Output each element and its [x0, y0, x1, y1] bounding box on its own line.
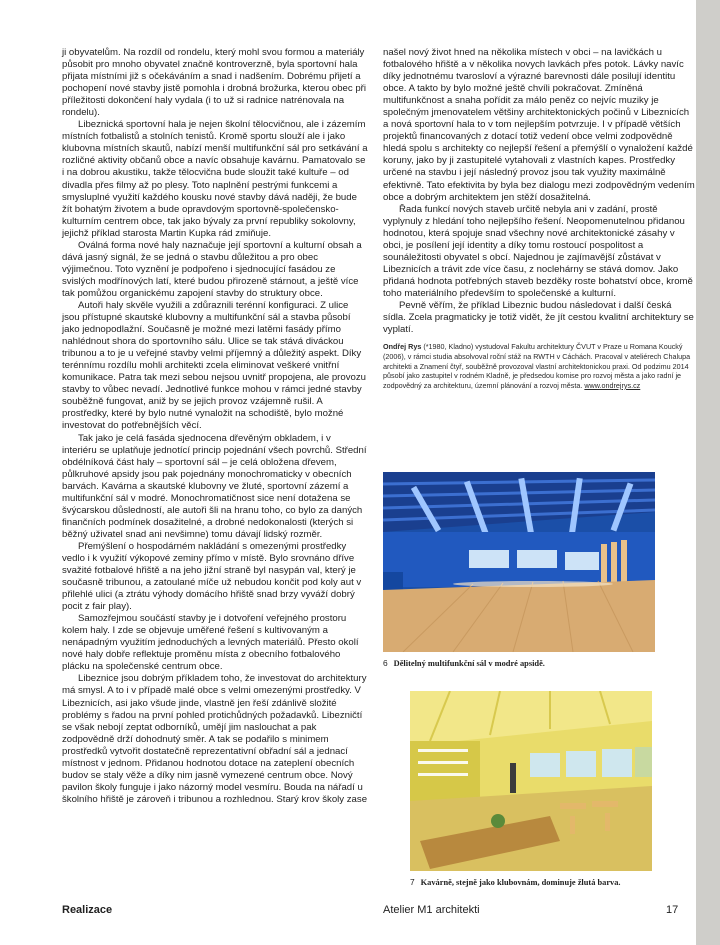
paragraph: našel nový život hned na několika místech v obci – na lavičkách u fotbalového hřiště a v několika novych lavkách přes potok. Lávky navíc díky jednotnému tvarosloví a výrazné barevnosti dále posilují identitu obce. A takto by bylo možné ještě chvíli pokračovat. Zmíněná multifunkčnost a snaha pořídit za málo peněz co nejvíc muziky je společným jmenovatelem většiny architektonických počinů v Libeznicích a nová sportovní hala to v tom nejlepším potvrzuje. I v případě větších projektů financovaných z dotací totiž vedení obce velmi zodpovědně hledá spolu s architekty co nejlepší řešení a přemýšlí o vynaložení každé koruny, jako by ji zastupitelé vytahovali z vlastních kapes. Prostředky určené na stavbu i její následný provoz jsou tak využity maximálně efektivně. Tato efektivita by byla bez dialogu mezi zodpovědným vedením obce a dobrým architektem jen stěží dosažitelná. [383, 47, 695, 203]
page-edge-strip [696, 0, 720, 945]
cafe-illustration [410, 691, 652, 871]
photo-yellow-cafe [410, 691, 652, 871]
hall-illustration [383, 472, 655, 652]
paragraph: Libeznice jsou dobrým příkladem toho, že investovat do architektury má smysl. A to i v případě malé obce s velmi omezenými prostředky. V Libeznicích, asi jako všude jinde, vlastně jen řeší zdánlivě složité problémy s řadou na první pohled protichůdných požadavků. Libezničtí se však nebojí zeptat odborníků, umějí jim naslouchat a pak zodpovědně drží dohodnutý směr. A tak se podařilo s minimem prostředků vytvořit dostatečně reprezentativní obřadní sál a jednací místnost v jednom. Přidanou hodnotou dotace na zateplení obecních budov se staly věže a díky nim jasně vymezené centrum obce. Nový pavilon školy funguje i jako názorný model vesmíru. Bouda na nářadí u školního hřiště je zároveň i tribunou a rozhlednou. Starý krov školy zase [62, 673, 368, 805]
author-website-link[interactable]: www.ondrejrys.cz [584, 380, 641, 390]
figure-caption-text: Dělitelný multifunkční sál v modré apsidě. [393, 659, 545, 668]
paragraph: Tak jako je celá fasáda sjednocena dřevěným obkladem, i v interiéru se uplatňuje jednotící princip pojednání všech povrchů. Střední obdélníková část haly – sportovní sál – je celá obložena dřevem, půlkruhové apsidy jsou pak pojednány monochromaticky v obecních barvách. Kavárna a skautské klubovny ve žluté, sportovní zázemí a multifunkční sál v modré. Monochromatičnost sice není dotažena se švýcarskou důsledností, ale autoři šli na hranu toho, co bylo za daných finančních podmínek dosažitelné, a drobné nedokonalosti (kterých si běžný uživatel snad ani nevšimne) tomu dávají lidský rozměr. [62, 432, 367, 540]
article-column-left [62, 47, 368, 806]
figure-number: 7 [410, 877, 415, 887]
figure-number: 6 [383, 658, 388, 668]
paragraph: Autoři haly skvěle využili a zdůraznili terénní konfiguraci. Z ulice jsou přístupné skautské klubovny a multifunkční sál a stavba působí jako jednopodlažní. Současně je možné mezi latěmi fasády přímo nahlédnout shora do sportovního sálu. Ulice se tak stává diváckou tribunou a to je u veřejné stavby velmi příjemný a důležitý aspekt. Díky terénnímu rozdílu mohli architekti zcela eliminovat veškeré vnitřní komunikace. Patra tak mezi sebou nejsou uvnitř propojena, ale provozu stavby to vůbec nevadí. Jednotlivé funkce mohou v rámci jedné stavby souběžně fungovat, aniž by se jejich provoz vzájemně rušil. A prostředky, které by bylo nutné vynaložit na schodiště, bylo možné investovat do potřebnějších věcí. [62, 299, 366, 432]
figure-caption-text: Kavárně, stejně jako klubovnám, dominuje žlutá barva. [420, 878, 621, 887]
author-bio-text: (*1980, Kladno) vystudoval Fakultu architektury ČVUT v Praze u Romana Koucký (2006), v rámci studia absolvoval roční stáž na RWTH v Cáchách. Pracoval v ateliérech Chalupa architekti a Znamení čtyř, souběžně provozoval vlastní architektonickou praxi. Od podzimu 2014 působí jako zastupitel v rodném Kladně, je předsedou komise pro rozvoj města a jako radní je zodpovědný za architekturu, územní plánování a rozvoj města. [383, 342, 691, 390]
article-column-right [383, 47, 695, 391]
author-name: Ondřej Rys [383, 342, 422, 352]
paragraph: Přemýšlení o hospodárném nakládání s omezenými prostředky vedlo i k využití výkopové zeminy přímo v místě. Bylo srovnáno dříve svažité fotbalové hřiště a na jeho jižní straně byl nasypán val, který je současně tribunou, a zatoulané míče už nebudou končit pod koly aut v přilehlé ulici (a ztrátu výhody domácího hřiště snad brzy vyváží dobrý pocit z fair play). [62, 540, 362, 613]
author-bio [383, 342, 695, 391]
photo-blue-multipurpose-hall [383, 472, 655, 652]
page-number: 17 [666, 904, 679, 916]
paragraph: Libeznická sportovní hala je nejen školní tělocvičnou, ale i zázemím místních fotbalistů a stolních tenistů. Kromě sportu slouží ale i jako klubovna místních skautů, nabízí menší multifunkční sál pro setkávání a rozličné aktivity občanů obce a navíc obsahuje kavárnu. Pamatovalo se i na dobrou akustiku, takže tělocvična bude sloužit také kultuře – od divadla přes filmy až po plesy. Toto naplnění pestrými funkcemi a smysluplné využití každého kousku nové stavby dává naději, že bude žít bohatým životem a bude opravdovým sportovně-společensko-kulturním centrem obce, tak jako bývaly za první republiky sokolovny, jejichž příklad starosta Martin Kupka rád zmiňuje. [62, 119, 368, 239]
figure-caption-6 [383, 658, 545, 668]
paragraph: Oválná forma nové haly naznačuje její sportovní a kulturní obsah a dává jasný signál, že se jedná o stavbu důležitou a pro obec výjimečnou. Toto vyznění je podpořeno i sjednocující fasádou ze svislých modřínových latí, které budou přirozeně stárnout, a ještě více tak pomůžou organickému zapojení stavby do struktury obce. [62, 239, 362, 299]
paragraph: Samozřejmou součástí stavby je i dotvoření veřejného prostoru kolem haly. I zde se objevuje uměřené řešení s kultivovaným a nenápadným využitím jednoduchých a levných materiálů. Přesto okolí nové haly dobře reflektuje proměnu místa z obecního fotbalového plácku na společenské centrum obce. [62, 613, 359, 673]
paragraph: Řada funkcí nových staveb určitě nebyla ani v zadání, prostě vyplynuly z hledání toho nejlepšího řešení. Neopomenutelnou přidanou hodnotou, která spojuje snad všechny nové architektonické zásahy v obci, je posílení její identity a díky tomu rostoucí pospolitost a sounáležitosti obyvatel s obcí. Najednou je zajímavější zůstávat v Libeznicích a trávit zde více času, z noclehárny se stává domov. Jako přidaná hodnota potřebných staveb bezděky roste bohatství obce, kromě toho materiálního především to společenské a kulturní. [383, 203, 693, 299]
figure-caption-7 [410, 877, 621, 887]
paragraph: Pevně věřím, že příklad Libeznic budou následovat i další česká sídla. Zcela pragmaticky je totiž vidět, že jít cestou kvalitní architektury se vyplatí. [383, 299, 694, 336]
footer-section-label: Realizace [62, 904, 113, 916]
footer-firm-name: Atelier M1 architekti [383, 904, 480, 916]
paragraph: ji obyvatelům. Na rozdíl od rondelu, který mohl svou formou a materiály působit pro mnoho obyvatel značně kontroverzně, byla sportovní hala přijata místními již s očekáváním a snad i nadšením. Dobrému přijetí a pochopení nové stavby jistě pomohla i drobná brožurka, kterou obec při příležitosti dokončení haly vydala (i to už si radnice natrénovala na rondelu). [62, 47, 366, 119]
